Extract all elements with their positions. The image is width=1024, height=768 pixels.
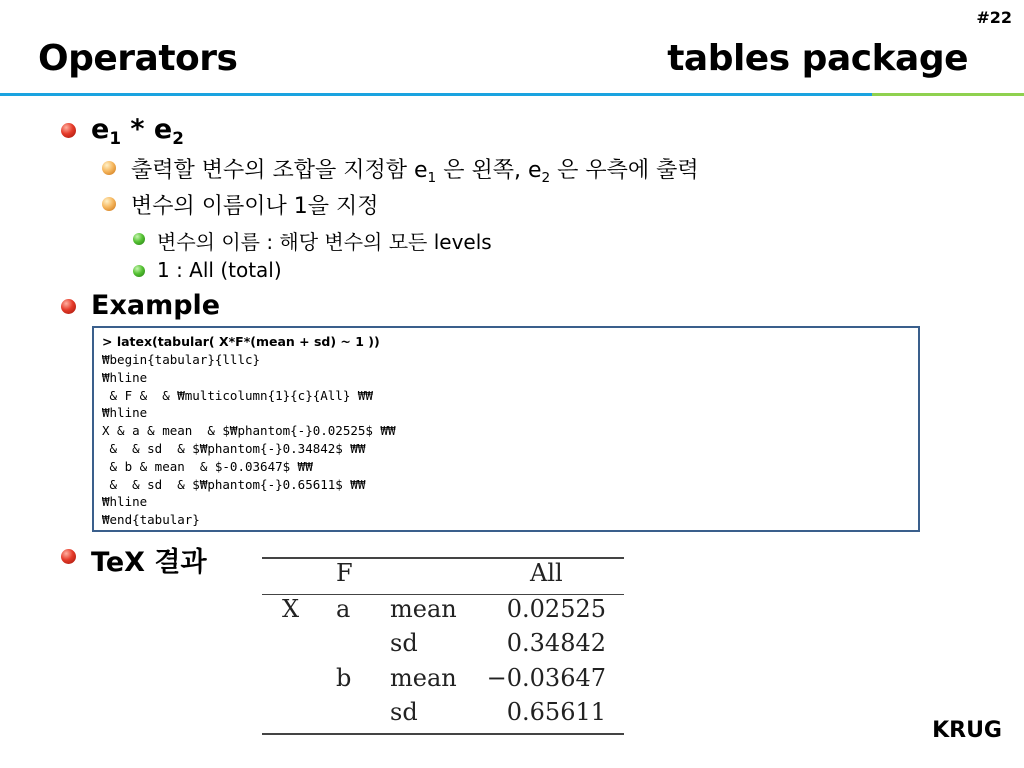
bullet-tex-result: TeX 결과 xyxy=(91,547,207,578)
code-line: X & a & mean & $₩phantom{-}0.02525$ ₩₩ xyxy=(102,423,396,439)
table-bottom-rule xyxy=(262,733,624,735)
code-line: ₩hline xyxy=(102,369,148,385)
table-cell-stat: sd xyxy=(390,629,418,657)
code-line: & F & & ₩multicolumn{1}{c}{All} ₩₩ xyxy=(102,387,373,403)
output-order-sub-1: 1 xyxy=(427,169,437,186)
output-order-text-2: 은 왼쪽, e xyxy=(436,158,542,183)
page-number: #22 xyxy=(976,8,1012,27)
bullet-operator xyxy=(91,114,184,148)
operator-sub-2: 2 xyxy=(172,127,184,148)
table-cell-stat: mean xyxy=(390,664,457,692)
slide-subtitle: tables package xyxy=(667,38,968,79)
bullet-all-total: 1 : All (total) xyxy=(157,258,282,282)
operator-term-2: * e xyxy=(120,114,173,145)
green-ball-bullet-icon xyxy=(133,265,145,277)
output-order-text-3: 은 우측에 출력 xyxy=(550,158,699,183)
orange-ball-bullet-icon xyxy=(102,197,116,211)
title-rule-blue xyxy=(0,93,872,96)
table-top-rule xyxy=(262,557,624,559)
table-header-f: F xyxy=(336,559,353,587)
footer-logo-text: KRUG xyxy=(932,718,1002,743)
operator-sub-1: 1 xyxy=(109,127,121,148)
red-ball-bullet-icon xyxy=(61,549,76,564)
red-ball-bullet-icon xyxy=(61,299,76,314)
bullet-example: Example xyxy=(91,290,221,321)
bullet-variable-name: 변수의 이름이나 1을 지정 xyxy=(131,194,379,219)
table-cell-value: 0.65611 xyxy=(506,698,606,726)
slide-title: Operators xyxy=(38,38,238,79)
code-command: > latex(tabular( X*F*(mean + sd) ~ 1 )) xyxy=(102,334,380,349)
table-cell-value: −0.03647 xyxy=(486,664,606,692)
code-line: ₩hline xyxy=(102,405,148,421)
table-cell-value: 0.02525 xyxy=(506,595,606,623)
green-ball-bullet-icon xyxy=(133,233,145,245)
bullet-variable-levels: 변수의 이름 : 해당 변수의 모든 levels xyxy=(157,230,492,254)
code-line: ₩hline xyxy=(102,494,148,510)
bullet-output-order xyxy=(131,153,699,186)
output-order-sub-2: 2 xyxy=(541,169,551,186)
table-cell-value: 0.34842 xyxy=(506,629,606,657)
tex-result-table xyxy=(262,557,624,737)
table-header-all: All xyxy=(530,559,563,587)
output-order-text-1: 출력할 변수의 조합을 지정함 e xyxy=(131,158,428,183)
code-line: & & sd & $₩phantom{-}0.65611$ ₩₩ xyxy=(102,476,366,492)
operator-term-1: e xyxy=(91,114,110,145)
code-line: & b & mean & $-0.03647$ ₩₩ xyxy=(102,458,313,474)
table-cell-x: X xyxy=(282,595,300,623)
code-block xyxy=(92,326,920,532)
red-ball-bullet-icon xyxy=(61,123,76,138)
code-line: ₩begin{tabular}{lllc} xyxy=(102,352,261,367)
code-line: ₩end{tabular} xyxy=(102,512,200,528)
table-cell-stat: mean xyxy=(390,595,457,623)
code-line: & & sd & $₩phantom{-}0.34842$ ₩₩ xyxy=(102,440,366,456)
table-cell-f: a xyxy=(336,595,351,623)
table-cell-f: b xyxy=(336,664,352,692)
orange-ball-bullet-icon xyxy=(102,161,116,175)
title-rule-green xyxy=(872,93,1024,96)
table-cell-stat: sd xyxy=(390,698,418,726)
